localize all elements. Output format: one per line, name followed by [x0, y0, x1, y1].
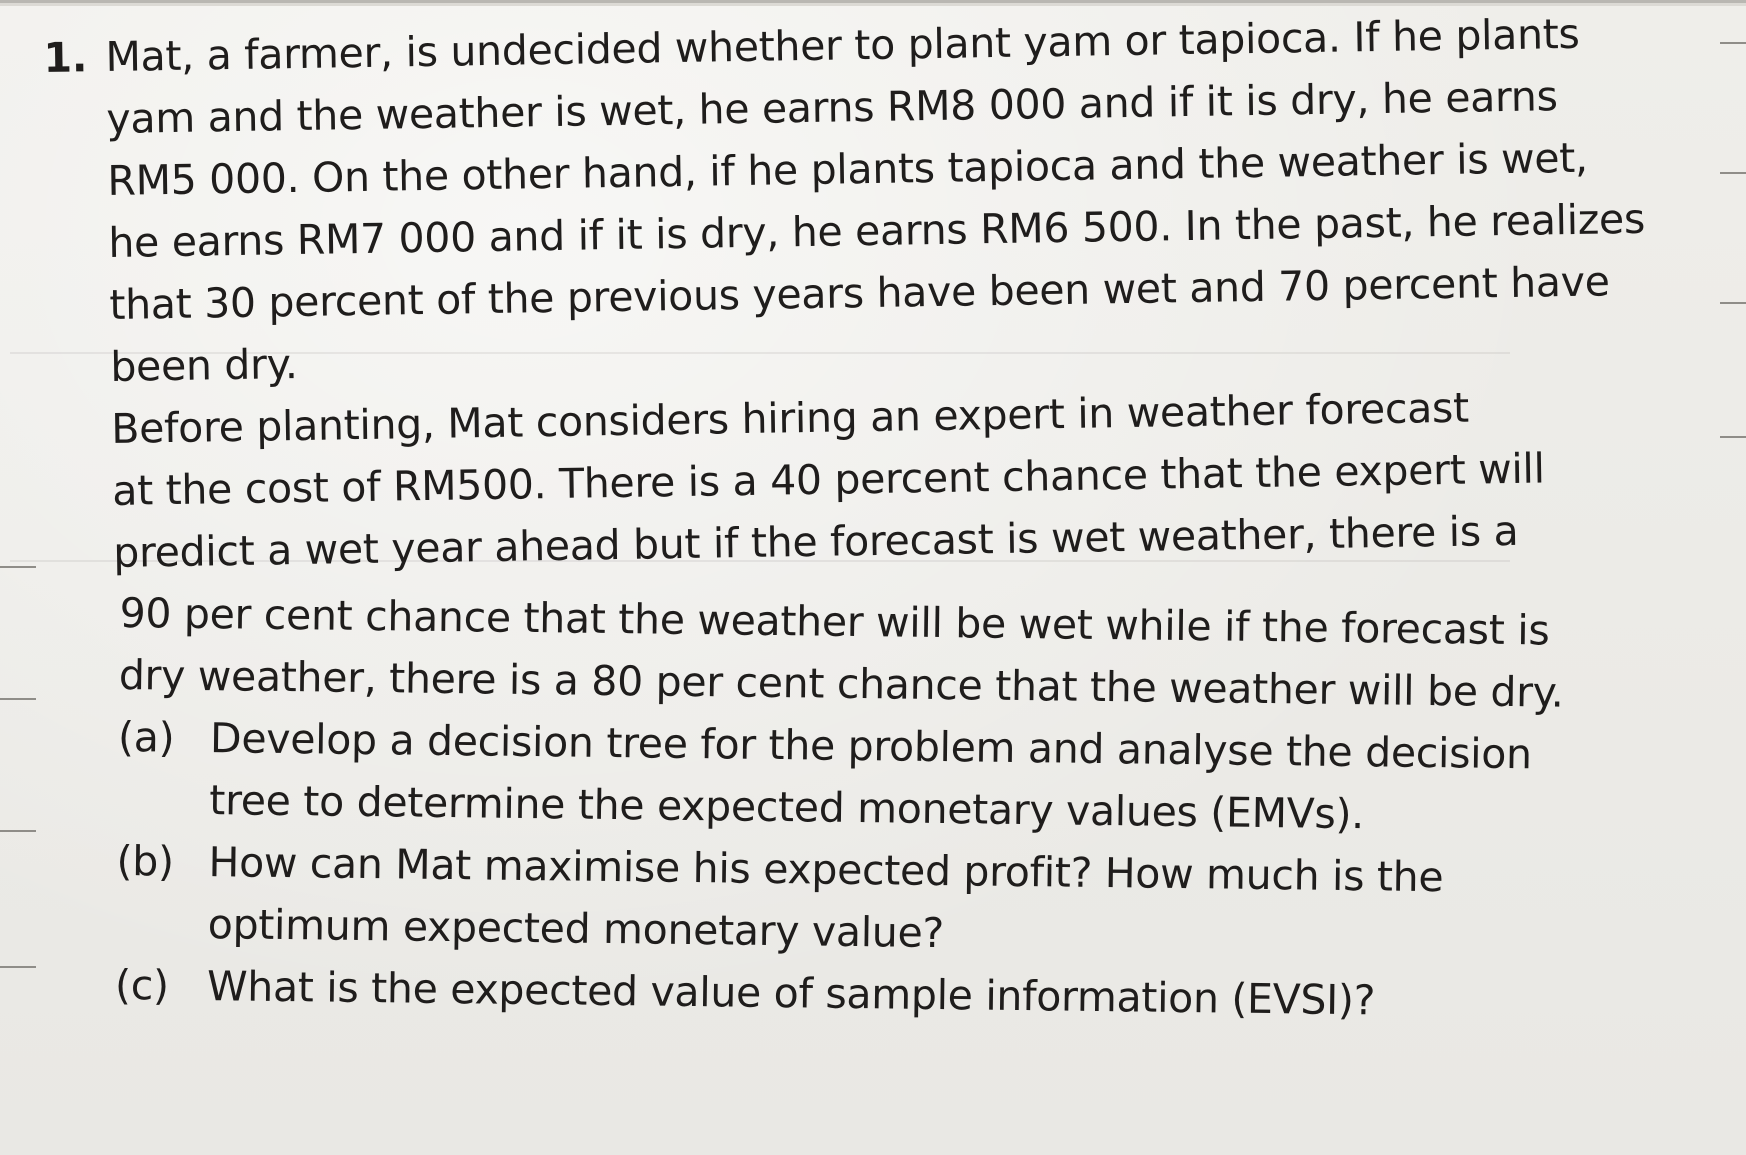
question-line: that 30 percent of the previous years have been wet and 70 percent have	[109, 257, 1610, 329]
question-line: RM5 000. On the other hand, if he plants tapioca and the weather is wet,	[107, 133, 1589, 205]
sub-question-label: (b)	[116, 836, 175, 886]
question-line: been dry.	[109, 340, 298, 391]
sub-question-label: (c)	[114, 960, 170, 1010]
sub-question-line: How can Mat maximise his expected profit? How much is the	[208, 838, 1444, 902]
margin-tick	[1720, 172, 1746, 174]
question-line: dry weather, there is a 80 per cent chance that the weather will be dry.	[118, 650, 1564, 717]
sub-question-label: (a)	[117, 712, 175, 762]
question-line: yam and the weather is wet, he earns RM8 000 and if it is dry, he earns	[106, 72, 1558, 143]
sub-question-a	[117, 706, 1693, 849]
margin-tick	[0, 566, 36, 568]
question-line: Before planting, Mat considers hiring an expert in weather forecast	[110, 383, 1470, 453]
margin-tick	[0, 698, 36, 700]
question-line: at the cost of RM500. There is a 40 percent chance that the expert will	[111, 444, 1546, 515]
question-line: he earns RM7 000 and if it is dry, he earns RM6 500. In the past, he realizes	[108, 194, 1646, 267]
sub-question-b	[115, 830, 1691, 973]
sub-question-line: tree to determine the expected monetary values (EMVs).	[209, 776, 1365, 839]
margin-tick	[0, 966, 36, 968]
margin-tick	[0, 830, 36, 832]
question-line: Mat, a farmer, is undecided whether to plant yam or tapioca. If he plants	[105, 9, 1580, 81]
sub-question-line: optimum expected monetary value?	[207, 900, 945, 958]
sub-question-line: Develop a decision tree for the problem and analyse the decision	[209, 714, 1533, 779]
question-text-top	[43, 1, 1684, 584]
margin-tick	[1720, 302, 1746, 304]
question-number: 1.	[43, 33, 88, 82]
question-line: 90 per cent chance that the weather will be wet while if the forecast is	[119, 588, 1550, 655]
sub-question-line: What is the expected value of sample information (EVSI)?	[206, 962, 1376, 1025]
question-text-bottom	[115, 582, 1695, 1035]
margin-tick	[1720, 436, 1746, 438]
question-line: predict a wet year ahead but if the forecast is wet weather, there is a	[112, 506, 1519, 577]
margin-tick	[1720, 42, 1746, 44]
